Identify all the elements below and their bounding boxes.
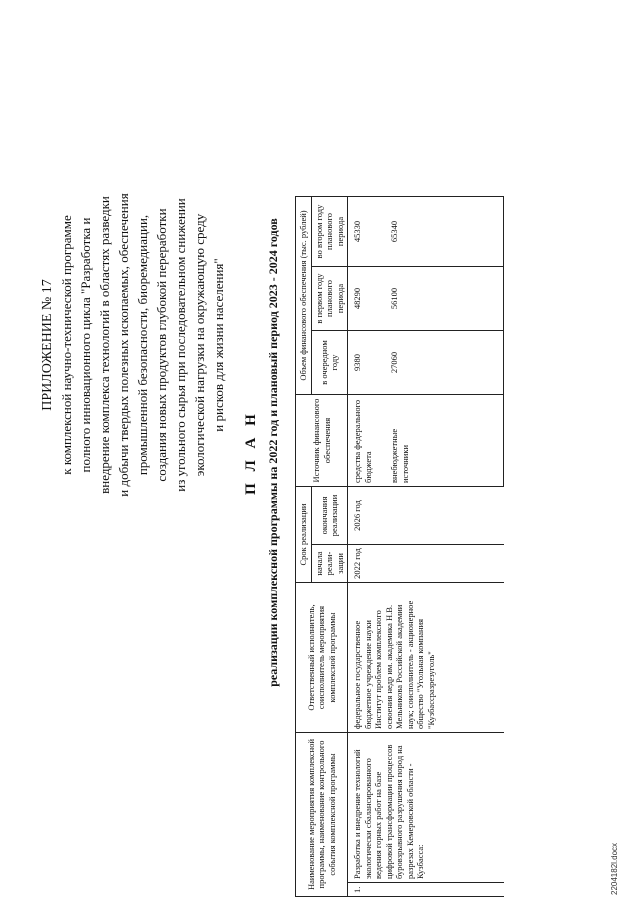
file-footer: 2204182l.docx	[610, 842, 619, 895]
header-source: Источник финансового обеспечения	[296, 395, 348, 487]
appendix-line: к комплексной научно-технической программе	[59, 215, 74, 475]
appendix-title: ПРИЛОЖЕНИЕ № 17	[40, 279, 55, 411]
row-extrabudget-first: 56100	[385, 267, 504, 331]
row-start: 2022 год	[348, 545, 504, 583]
spacer-cell	[375, 331, 385, 395]
appendix-line: экологической нагрузки на окружающую среду	[192, 213, 207, 477]
row-federal-first: 48290	[348, 267, 376, 331]
row-federal-current: 9380	[348, 331, 376, 395]
appendix-line: промышленной безопасности, биоремедиации,	[135, 214, 150, 476]
row-extrabudget-second: 65340	[385, 197, 504, 267]
row-name: Разработка и внедрение технологий экологически сбалансированного ведения горных работ на базе цифровой трансформации процессов буровзрывного разрушения пород на разрезах Кемеровской области - Кузбасса:	[348, 733, 504, 883]
plan-subtitle: реализации комплексной программы на 2022 год и плановый период 2023 - 2024 годов	[266, 218, 280, 687]
table-row	[348, 9, 376, 897]
row-blank	[348, 9, 504, 197]
row-executor: федеральное государственное бюджетное учреждение науки Институт проблем комплексного освоения недр им. академика Н.В. Мельникова Российской академии наук; соисполнитель - акционерное общество "Угольная компания "Кузбассразрезуголь"	[348, 583, 504, 733]
spacer-cell	[375, 197, 385, 267]
row-source-federal: средства федерального бюджета	[348, 395, 376, 487]
header-blank	[296, 9, 348, 197]
header-period: Срок реализации	[296, 487, 312, 583]
row-number: 1.	[348, 883, 504, 897]
appendix-line: из угольного сырья при последовательном снижении	[173, 198, 188, 492]
appendix-line: и рисков для жизни населения"	[211, 258, 226, 432]
row-end: 2026 год	[348, 487, 504, 545]
row-federal-second: 45330	[348, 197, 376, 267]
plan-table	[295, 9, 504, 898]
header-funding: Объем финансового обеспечения (тыс. рублей)	[296, 197, 312, 395]
appendix-header	[38, 25, 228, 665]
appendix-line: и добычи твердых полезных ископаемых, обеспечения	[116, 193, 131, 497]
plan-title: П Л А Н	[243, 410, 259, 495]
appendix-line: внедрение комплекса технологий в областях разведки	[97, 196, 112, 494]
row-source-extrabudget: внебюджетные источники	[385, 395, 504, 487]
header-current-year: в очередном году	[311, 331, 348, 395]
header-executor: Ответственный исполнитель, соисполнитель мероприятия комплексной программы	[296, 583, 348, 733]
spacer-cell	[375, 395, 385, 487]
spacer-cell	[375, 267, 385, 331]
header-second-year: во втором году планового периода	[311, 197, 348, 267]
appendix-line: создания новых продуктов глубокой переработки	[154, 208, 169, 482]
appendix-line: полного инновационного цикла "Разработка и	[78, 217, 93, 473]
header-start: начала реали-зации	[311, 545, 348, 583]
header-name: Наименование мероприятия комплексной программы, наименование контрольного события комплексной программы	[296, 733, 348, 897]
header-first-year: в первом году планового периода	[311, 267, 348, 331]
row-extrabudget-current: 27060	[385, 331, 504, 395]
header-end: окончания реализации	[311, 487, 348, 545]
